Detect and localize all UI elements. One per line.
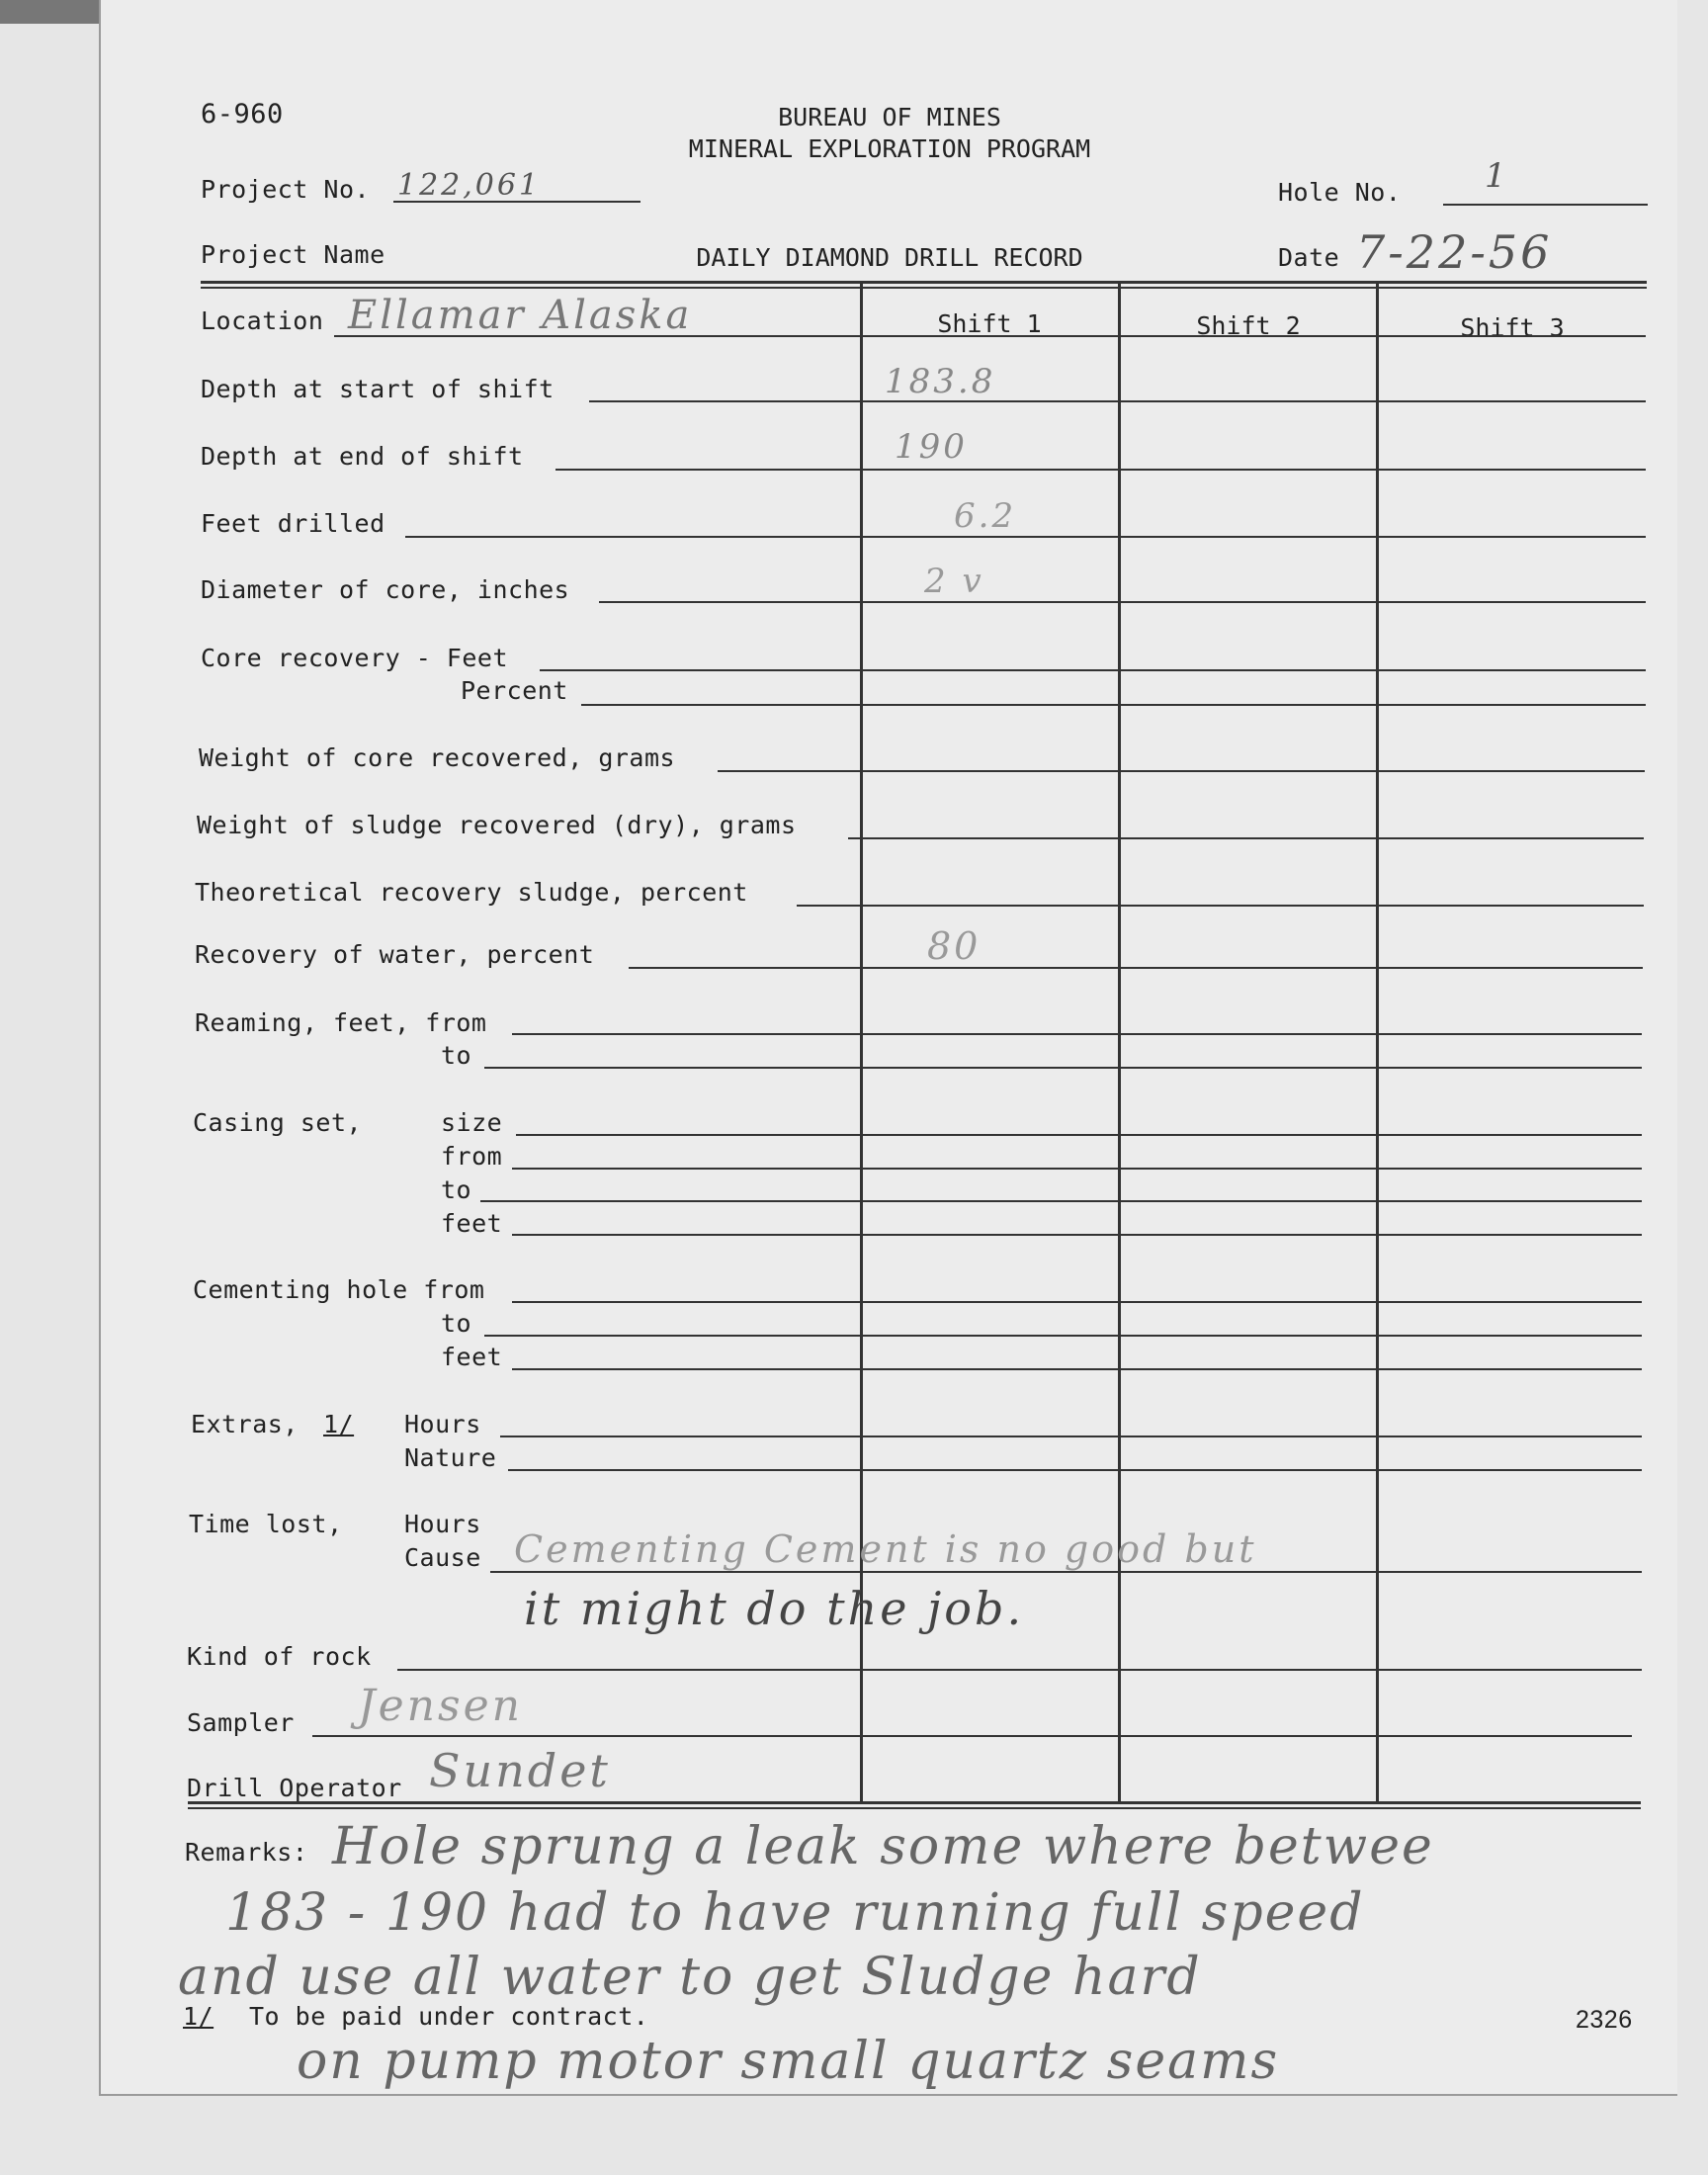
reaming-from-line (512, 1033, 1642, 1035)
column-divider-2 (1118, 283, 1121, 1803)
sampler-value[interactable]: Jensen (358, 1681, 523, 1731)
diameter-label: Diameter of core, inches (201, 575, 570, 604)
casing-size-line (516, 1134, 1642, 1136)
time-lost-label: Time lost, (189, 1510, 343, 1538)
table-bottom-rule (188, 1801, 1641, 1804)
depth-start-label: Depth at start of shift (201, 375, 555, 403)
core-recovery-percent-line (581, 704, 1646, 706)
casing-to-label: to (441, 1175, 472, 1204)
form-number: 6-960 (201, 99, 284, 130)
time-lost-hours-label: Hours (404, 1510, 481, 1538)
casing-label: Casing set, (193, 1108, 363, 1137)
footnote-marker: 1/ (183, 2002, 214, 2031)
hole-no-label: Hole No. (1278, 178, 1402, 207)
extras-label: Extras, (191, 1410, 299, 1438)
agency-title: BUREAU OF MINES (778, 103, 1001, 131)
reaming-label: Reaming, feet, from (195, 1008, 487, 1037)
extras-hours-line (500, 1436, 1642, 1437)
casing-from-line (512, 1168, 1642, 1170)
depth-end-label: Depth at end of shift (201, 442, 524, 471)
core-recovery-feet-line (540, 669, 1646, 671)
feet-drilled-line (405, 536, 1646, 538)
core-recovery-percent-label: Percent (461, 676, 568, 705)
cementing-feet-label: feet (441, 1343, 503, 1371)
kind-rock-label: Kind of rock (187, 1642, 372, 1671)
depth-start-line (589, 400, 1646, 402)
remarks-line-4[interactable]: on pump motor small quartz seams (297, 2032, 1280, 2091)
record-title: DAILY DIAMOND DRILL RECORD (696, 243, 1083, 272)
extras-hours-label: Hours (404, 1410, 481, 1438)
depth-start-shift1[interactable]: 183.8 (885, 362, 996, 401)
feet-drilled-shift1[interactable]: 6.2 (954, 496, 1017, 536)
project-no-value[interactable]: 122,061 (397, 168, 542, 203)
time-lost-cause-value-line1[interactable]: Cementing Cement is no good but (514, 1527, 1257, 1571)
extras-nature-label: Nature (404, 1443, 497, 1472)
hole-no-value[interactable]: 1 (1485, 156, 1509, 196)
reaming-to-label: to (441, 1041, 472, 1070)
date-value[interactable]: 7-22-56 (1356, 225, 1553, 279)
cementing-from-line (512, 1301, 1642, 1303)
cementing-feet-line (512, 1368, 1642, 1370)
weight-core-line (718, 770, 1645, 772)
cementing-label: Cementing hole from (193, 1275, 485, 1304)
page-number: 2326 (1576, 2006, 1633, 2034)
program-title: MINERAL EXPLORATION PROGRAM (688, 134, 1091, 163)
column-divider-3 (1376, 283, 1379, 1803)
weight-sludge-line (848, 837, 1644, 839)
project-name-label: Project Name (201, 240, 385, 269)
operator-value[interactable]: Sundet (429, 1744, 611, 1797)
table-bottom-rule-inner (188, 1807, 1641, 1809)
extras-footnote-marker: 1/ (323, 1410, 355, 1438)
casing-to-line (480, 1200, 1642, 1202)
weight-core-label: Weight of core recovered, grams (199, 743, 676, 772)
remarks-label: Remarks: (185, 1838, 308, 1867)
column-header-shift-3: Shift 3 (1460, 313, 1565, 342)
column-divider-1 (860, 283, 863, 1803)
column-header-shift-2: Shift 2 (1196, 311, 1301, 340)
remarks-line-1[interactable]: Hole sprung a leak some where betwee (332, 1817, 1434, 1876)
remarks-line-3[interactable]: and use all water to get Sludge hard (178, 1948, 1202, 2007)
recovery-water-line (629, 967, 1643, 969)
extras-nature-line (508, 1469, 1642, 1471)
location-label: Location (201, 306, 324, 335)
remarks-line-2[interactable]: 183 - 190 had to have running full speed (225, 1883, 1365, 1943)
time-lost-cause-label: Cause (404, 1543, 481, 1572)
time-lost-cause-line (490, 1571, 1642, 1573)
operator-label: Drill Operator (187, 1774, 402, 1802)
core-recovery-feet-label: Core recovery - Feet (201, 644, 509, 672)
feet-drilled-label: Feet drilled (201, 509, 385, 538)
footnote-text: To be paid under contract. (249, 2002, 649, 2031)
page-fold-edge (0, 0, 107, 24)
casing-feet-line (512, 1234, 1642, 1236)
theoretical-label: Theoretical recovery sludge, percent (195, 878, 748, 907)
depth-end-line (555, 469, 1646, 471)
table-top-rule-inner (201, 287, 1647, 289)
casing-feet-label: feet (441, 1209, 503, 1238)
weight-sludge-label: Weight of sludge recovered (dry), grams (197, 811, 797, 839)
recovery-water-shift1[interactable]: 80 (927, 924, 982, 968)
sampler-line (312, 1735, 1632, 1737)
column-header-shift-1: Shift 1 (937, 309, 1042, 338)
casing-from-label: from (441, 1142, 503, 1171)
project-no-label: Project No. (201, 175, 371, 204)
sampler-label: Sampler (187, 1708, 295, 1737)
date-label: Date (1278, 243, 1340, 272)
casing-size-label: size (441, 1108, 503, 1137)
recovery-water-label: Recovery of water, percent (195, 940, 595, 969)
kind-rock-line (397, 1669, 1642, 1671)
time-lost-cause-value-line2[interactable]: it might do the job. (524, 1582, 1025, 1635)
location-value[interactable]: Ellamar Alaska (348, 293, 693, 338)
cementing-to-line (484, 1335, 1642, 1337)
reaming-to-line (484, 1067, 1642, 1069)
depth-end-shift1[interactable]: 190 (895, 427, 968, 467)
diameter-shift1[interactable]: 2 v (924, 562, 984, 601)
hole-no-line (1443, 204, 1648, 206)
cementing-to-label: to (441, 1309, 472, 1338)
diameter-line (599, 601, 1646, 603)
table-top-rule (201, 281, 1647, 284)
theoretical-line (797, 905, 1644, 907)
